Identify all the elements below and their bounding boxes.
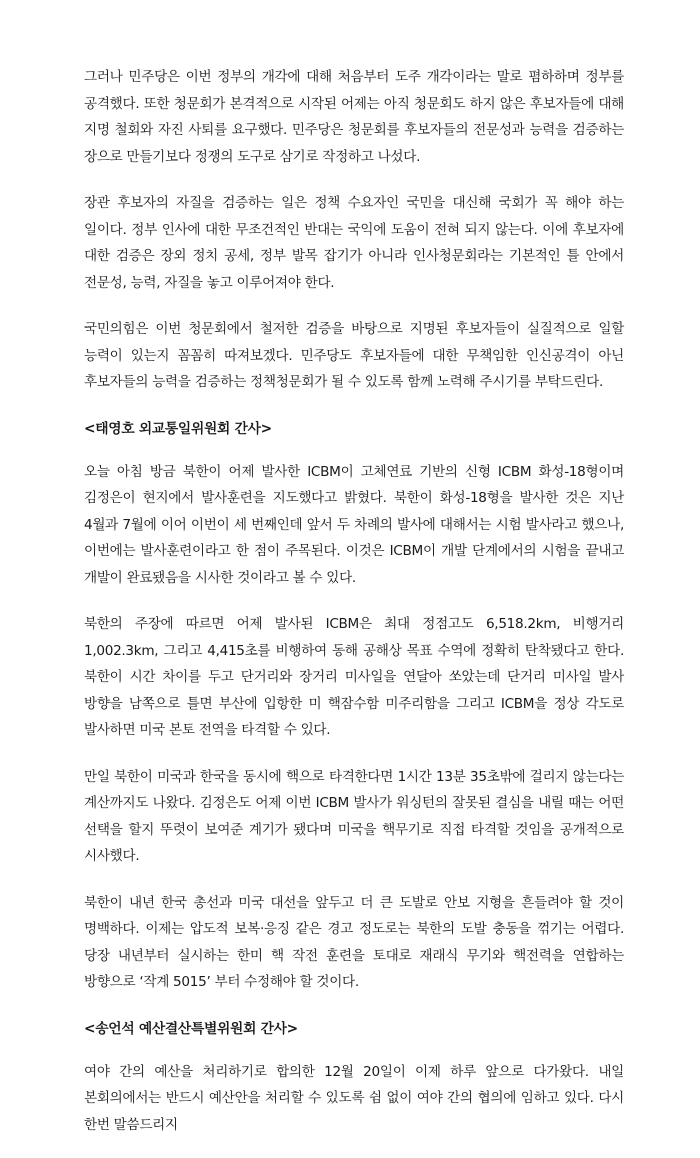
body-paragraph: 국민의힘은 이번 청문회에서 철저한 검증을 바탕으로 지명된 후보자들이 실질적으로 일할 능력이 있는지 꼼꼼히 따져보겠다. 민주당도 후보자들에 대한 무책임한 인신공격이 아닌 후보자들의 능력을 검증하는 정책청문회가 될 수 있도록 함께 노력해 주시기를 부탁드린다. <box>84 321 624 390</box>
document-page <box>84 64 624 1158</box>
body-paragraph: 만일 북한이 미국과 한국을 동시에 핵으로 타격한다면 1시간 13분 35초밖에 걸리지 않는다는 계산까지도 나왔다. 김정은도 어제 이번 ICBM 발사가 워싱턴의 잘못된 결심을 내릴 때는 어떤 선택을 할지 뚜렷이 보여준 계기가 됐다며 미국을 핵무기로 직접 타격할 것임을 공개적으로 시사했다. <box>84 768 624 864</box>
section-heading-song-eonseok: <송언석 예산결산특별위원회 간사> <box>84 1020 298 1037</box>
body-paragraph: 여야 간의 예산을 처리하기로 합의한 12월 20일이 이제 하루 앞으로 다가왔다. 내일 본회의에서는 반드시 예산안을 처리할 수 있도록 쉼 없이 여야 간의 협의에 임하고 있다. 다시 한번 말씀드리지 <box>84 1063 624 1133</box>
body-paragraph: 북한의 주장에 따르면 어제 발사된 ICBM은 최대 정점고도 6,518.2km, 비행거리 1,002.3km, 그리고 4,415초를 비행하여 동해 공해상 목표 수역에 정확히 탄착됐다고 한다. 북한이 시간 차이를 두고 단거리와 장거리 미사일을 연달아 쏘았는데 단거리 미사일 발사 방향을 남쪽으로 틀면 부산에 입항한 미 핵잠수함 미주리함을 그리고 ICBM을 정상 각도로 발사하면 미국 본토 전역을 타격할 수 있다. <box>84 616 624 738</box>
body-paragraph: 북한이 내년 한국 총선과 미국 대선을 앞두고 더 큰 도발로 안보 지형을 흔들려야 할 것이 명백하다. 이제는 압도적 보복·응징 같은 경고 정도로는 북한의 도발 충동을 꺾기는 어렵다. 당장 내년부터 실시하는 한미 핵 작전 훈련을 토대로 재래식 무기와 핵전력을 연합하는 방향으로 ‘작계 5015’ 부터 수정해야 할 것이다. <box>84 894 624 990</box>
section-heading-tae-yongho: <태영호 외교통일위원회 간사> <box>84 420 272 437</box>
body-paragraph: 오늘 아침 방금 북한이 어제 발사한 ICBM이 고체연료 기반의 신형 ICBM 화성-18형이며 김정은이 현지에서 발사훈련을 지도했다고 밝혔다. 북한이 화성-18형을 발사한 것은 지난 4월과 7월에 이어 이번이 세 번째인데 앞서 두 차례의 발사에 대해서는 시험 발사라고 했으나, 이번에는 발사훈련이라고 한 점이 주목된다. 이것은 ICBM이 개발 단계에서의 시험을 끝내고 개발이 완료됐음을 시사한 것이라고 볼 수 있다. <box>84 463 624 586</box>
body-paragraph: 장관 후보자의 자질을 검증하는 일은 정책 수요자인 국민을 대신해 국회가 꼭 해야 하는 일이다. 정부 인사에 대한 무조건적인 반대는 국익에 도움이 전혀 되지 않는다. 이에 후보자에 대한 검증은 장외 정치 공세, 정부 발목 잡기가 아니라 인사청문회라는 기본적인 틀 안에서 전문성, 능력, 자질을 놓고 이루어져야 한다. <box>84 195 624 291</box>
body-paragraph: 그러나 민주당은 이번 정부의 개각에 대해 처음부터 도주 개각이라는 말로 폄하하며 정부를 공격했다. 또한 청문회가 본격적으로 시작된 어제는 아직 청문회도 하지 않은 후보자들에 대해 지명 철회와 자진 사퇴를 요구했다. 민주당은 청문회를 후보자들의 전문성과 능력을 검증하는 장으로 만들기보다 정쟁의 도구로 삼기로 작정하고 나섰다. <box>84 69 624 165</box>
